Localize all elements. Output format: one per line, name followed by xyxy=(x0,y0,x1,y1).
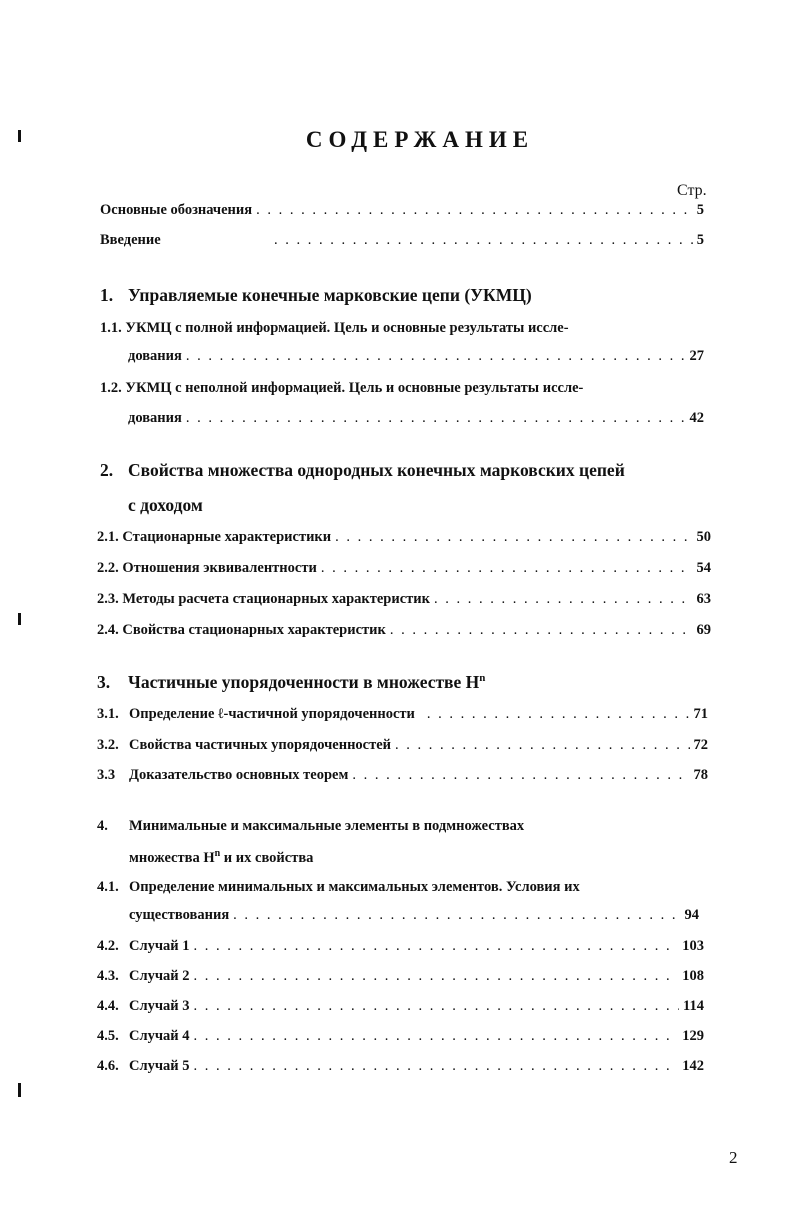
chapter-title: Минимальные и максимальные элементы в подмножествах xyxy=(129,818,525,834)
section-title: Случай 1 xyxy=(129,938,190,954)
chapter-2-heading-line2 xyxy=(128,495,203,516)
chapter-number: 1. xyxy=(100,285,114,305)
leader-dots xyxy=(395,737,689,754)
toc-entry-2-4[interactable] xyxy=(97,622,711,644)
toc-entry-label xyxy=(97,1058,190,1075)
toc-entry-label xyxy=(97,767,348,784)
toc-entry-notation[interactable] xyxy=(100,202,704,224)
section-title: Доказательство основных теорем xyxy=(129,767,349,783)
scan-mark-middle xyxy=(18,613,21,625)
toc-entry-label xyxy=(97,938,190,955)
toc-entry-label: дования xyxy=(128,348,182,364)
chapter-title-continued: множества H xyxy=(129,849,215,866)
page-title: СОДЕРЖАНИЕ xyxy=(305,127,535,152)
chapter-1-heading[interactable] xyxy=(100,285,532,306)
section-title: Отношения эквивалентности xyxy=(122,560,317,576)
section-title: Случай 4 xyxy=(129,1028,190,1044)
toc-entry-page: 108 xyxy=(682,968,704,984)
toc-entry-page: 129 xyxy=(682,1028,704,1044)
chapter-2-heading[interactable] xyxy=(100,460,625,481)
leader-dots xyxy=(256,202,693,219)
section-1-2-line1[interactable] xyxy=(100,380,583,397)
page-number: 2 xyxy=(729,1148,738,1167)
chapter-title-continued: с доходом xyxy=(128,495,203,515)
toc-entry-label xyxy=(97,529,331,546)
section-title: УКМЦ с неполной информацией. Цель и основные результаты иссле- xyxy=(125,380,584,396)
toc-entry-page: 54 xyxy=(696,560,711,576)
section-1-1-line1[interactable] xyxy=(100,320,569,337)
toc-entry-3-3[interactable] xyxy=(97,767,708,789)
toc-entry-4-4[interactable] xyxy=(97,998,704,1020)
leader-dots xyxy=(194,1058,679,1075)
section-number: 4.6. xyxy=(97,1058,119,1074)
toc-entry-page: 42 xyxy=(689,410,704,426)
toc-entry-label: существования xyxy=(129,907,230,923)
section-number: 1.2. xyxy=(100,380,122,396)
toc-entry-page: 72 xyxy=(693,737,708,753)
section-title: УКМЦ с полной информацией. Цель и основные результаты иссле- xyxy=(125,320,569,336)
toc-entry-2-1[interactable] xyxy=(97,529,711,551)
toc-entry-label: дования xyxy=(128,410,182,426)
section-title: Определение ℓ-частичной упорядоченности xyxy=(129,706,415,722)
section-4-1-line1[interactable] xyxy=(97,879,580,896)
toc-entry-4-6[interactable] xyxy=(97,1058,704,1080)
toc-entry-label xyxy=(97,706,415,723)
chapter-3-heading[interactable] xyxy=(97,672,485,693)
toc-entry-page: 71 xyxy=(693,706,708,722)
toc-entry-page: 63 xyxy=(696,591,711,607)
toc-entry-page: 114 xyxy=(683,998,704,1014)
toc-entry-label: Основные обозначения xyxy=(100,202,253,218)
section-number: 3.3 xyxy=(97,767,116,783)
toc-entry-page: 94 xyxy=(684,907,699,923)
section-number: 3.2. xyxy=(97,737,119,753)
leader-dots xyxy=(194,968,679,985)
toc-entry-label xyxy=(97,968,190,985)
section-title: Случай 5 xyxy=(129,1058,190,1074)
toc-entry-page: 5 xyxy=(696,202,704,218)
page-column-label: Стр. xyxy=(677,182,707,199)
chapter-4-heading[interactable] xyxy=(97,818,524,835)
toc-entry-page: 69 xyxy=(696,622,711,638)
section-number: 4.5. xyxy=(97,1028,119,1044)
leader-dots xyxy=(186,410,686,427)
section-title: Стационарные характеристики xyxy=(122,529,332,545)
chapter-title: Управляемые конечные марковские цепи (УКМЦ) xyxy=(128,285,532,305)
chapter-title: Частичные упорядоченности в множестве H xyxy=(128,672,480,692)
toc-entry-3-1[interactable] xyxy=(97,706,708,728)
leader-dots xyxy=(194,1028,679,1045)
leader-dots xyxy=(321,560,693,577)
chapter-title: Свойства множества однородных конечных марковских цепей xyxy=(128,460,625,480)
chapter-number: 3. xyxy=(97,672,111,692)
toc-entry-page: 78 xyxy=(693,767,708,783)
section-number: 4.3. xyxy=(97,968,119,984)
toc-entry-page: 103 xyxy=(682,938,704,954)
section-number: 1.1. xyxy=(100,320,122,336)
scan-mark-bottom xyxy=(18,1083,21,1097)
toc-entry-3-2[interactable] xyxy=(97,737,708,759)
toc-entry-page: 142 xyxy=(682,1058,704,1074)
toc-entry-label xyxy=(97,998,190,1015)
section-number: 4.4. xyxy=(97,998,119,1014)
section-title: Случай 3 xyxy=(129,998,190,1014)
leader-dots xyxy=(434,591,693,608)
chapter-title-superscript: n xyxy=(214,848,221,859)
chapter-number: 2. xyxy=(100,460,114,480)
section-number: 2.1. xyxy=(97,529,119,545)
section-title: Свойства стационарных характеристик xyxy=(122,622,386,638)
toc-entry-4-5[interactable] xyxy=(97,1028,704,1050)
chapter-title-continued-end: и их свойства xyxy=(220,849,314,866)
toc-entry-page: 5 xyxy=(696,232,704,248)
leader-dots xyxy=(352,767,689,784)
toc-entry-label xyxy=(97,737,391,754)
chapter-4-heading-line2 xyxy=(129,848,313,867)
toc-entry-4-3[interactable] xyxy=(97,968,704,990)
toc-entry-2-3[interactable] xyxy=(97,591,711,613)
toc-entry-4-1[interactable] xyxy=(129,907,699,929)
section-title: Случай 2 xyxy=(129,968,190,984)
toc-entry-introduction[interactable] xyxy=(100,232,704,254)
chapter-number: 4. xyxy=(97,818,108,834)
leader-dots xyxy=(233,907,674,924)
leader-dots xyxy=(335,529,692,546)
section-title: Свойства частичных упорядоченностей xyxy=(129,737,392,753)
toc-entry-1-2[interactable] xyxy=(128,410,704,432)
section-title: Определение минимальных и максимальных элементов. Условия их xyxy=(129,879,580,895)
section-number: 4.2. xyxy=(97,938,119,954)
section-number: 2.4. xyxy=(97,622,119,638)
toc-entry-label xyxy=(97,560,317,577)
toc-entry-label xyxy=(97,591,430,608)
leader-dots xyxy=(274,232,693,249)
toc-entry-label xyxy=(97,1028,190,1045)
toc-entry-label: Введение xyxy=(100,232,161,248)
section-number: 2.3. xyxy=(97,591,119,607)
leader-dots xyxy=(390,622,693,639)
leader-dots xyxy=(194,998,680,1015)
toc-entry-label xyxy=(97,622,386,639)
section-number: 2.2. xyxy=(97,560,119,576)
toc-entry-4-2[interactable] xyxy=(97,938,704,960)
section-title: Методы расчета стационарных характеристик xyxy=(122,591,430,607)
toc-entry-page: 50 xyxy=(696,529,711,545)
leader-dots xyxy=(427,706,690,723)
toc-entry-page: 27 xyxy=(689,348,704,364)
leader-dots xyxy=(194,938,679,955)
toc-entry-2-2[interactable] xyxy=(97,560,711,582)
section-number: 3.1. xyxy=(97,706,119,722)
section-number: 4.1. xyxy=(97,879,119,895)
chapter-title-superscript: n xyxy=(479,672,486,685)
leader-dots xyxy=(186,348,686,365)
toc-entry-1-1[interactable] xyxy=(128,348,704,370)
